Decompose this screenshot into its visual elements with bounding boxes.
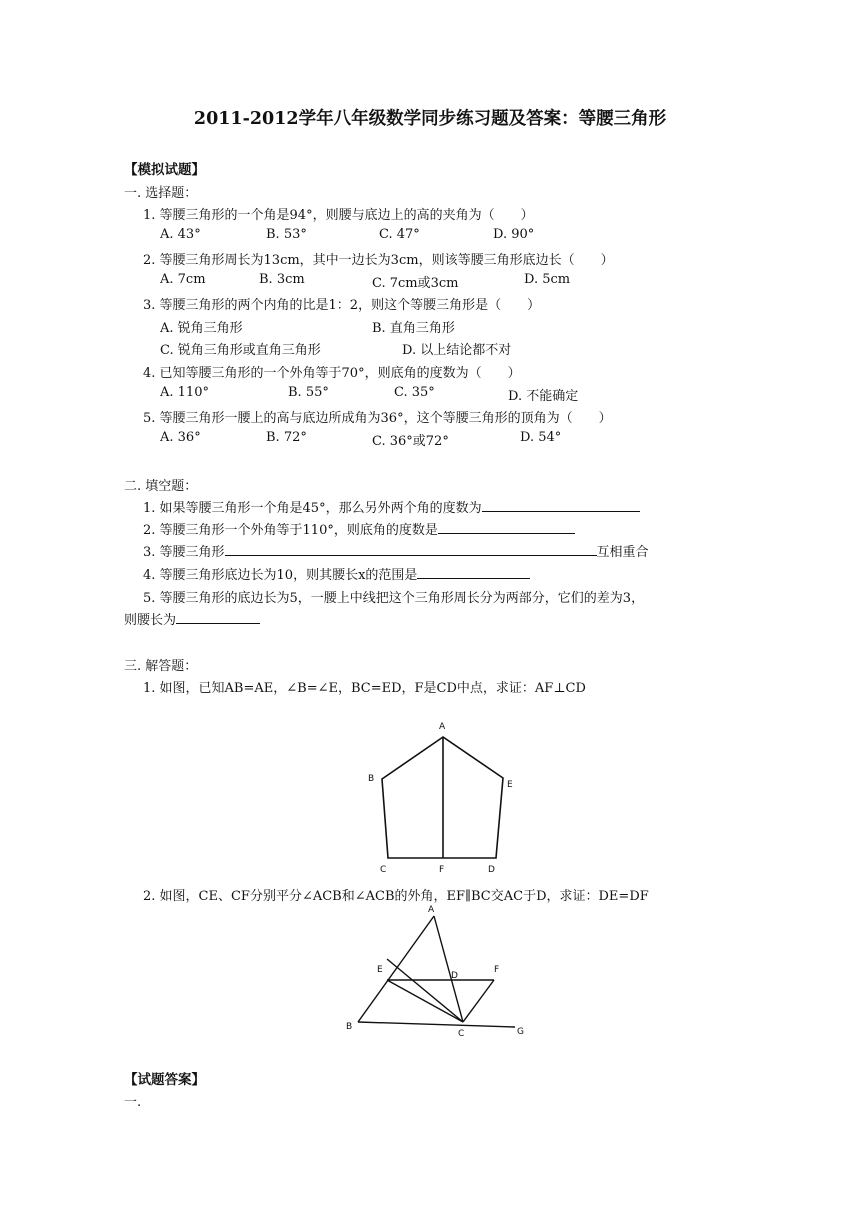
fill-question-5-line1: 5. 等腰三角形的底边长为5，一腰上中线把这个三角形周长分为两部分，它们的差为3， (143, 591, 645, 606)
fig2-label-f: F (494, 965, 500, 975)
question-1-1-stem: 1. 等腰三角形的一个角是94°，则腰与底边上的高的夹角为（ ） (143, 208, 534, 223)
fill-question-2 (143, 519, 575, 538)
question-1-3-stem: 3. 等腰三角形的两个内角的比是1：2，则这个等腰三角形是（ ） (143, 298, 541, 313)
answer-blank-1[interactable] (482, 498, 640, 512)
fill-question-3-text-after: 互相重合 (596, 545, 649, 560)
triangle-bisector-figure (340, 900, 530, 1040)
fig1-label-d: D (488, 865, 495, 875)
question-1-5-stem: 5. 等腰三角形一腰上的高与底边所成角为36°，这个等腰三角形的顶角为（ ） (143, 411, 612, 426)
q1-3-option-a: A. 锐角三角形 (160, 321, 243, 336)
q1-3-option-c: C. 锐角三角形或直角三角形 (160, 343, 321, 358)
fig2-label-d: D (451, 971, 458, 981)
answer-blank-5[interactable] (176, 610, 260, 624)
fig2-label-c: C (458, 1029, 465, 1039)
question-1-4-stem: 4. 已知等腰三角形的一个外角等于70°，则底角的度数为（ ） (143, 366, 521, 381)
section-answers-heading: 【试题答案】 (124, 1072, 205, 1088)
q1-2-option-b: B. 3cm (259, 272, 305, 287)
q1-1-option-a: A. 43° (160, 227, 201, 242)
q1-2-option-d: D. 5cm (524, 272, 571, 287)
fill-question-3-text-before: 3. 等腰三角形 (143, 545, 225, 560)
q1-5-option-b: B. 72° (266, 430, 307, 445)
pentagon-figure (360, 715, 520, 880)
fig2-label-b: B (346, 1022, 353, 1032)
q1-3-option-b: B. 直角三角形 (372, 321, 455, 336)
fig2-label-e: E (377, 965, 383, 975)
fill-question-1-text: 1. 如果等腰三角形一个角是45°，那么另外两个角的度数为 (143, 501, 482, 516)
fill-question-5-text: 则腰长为 (124, 613, 177, 628)
segment-ec (387, 980, 463, 1022)
q1-2-option-c: C. 7cm或3cm (372, 276, 459, 291)
fill-question-1 (143, 497, 640, 516)
fig1-label-b: B (368, 774, 375, 784)
fill-question-3 (143, 541, 649, 560)
fill-question-4 (143, 564, 530, 583)
segment-bg (358, 1022, 515, 1027)
page-title: 2011-2012学年八年级数学同步练习题及答案：等腰三角形 (193, 109, 667, 129)
fig2-label-a: A (428, 905, 435, 915)
fig1-label-e: E (507, 780, 513, 790)
q1-4-option-d: D. 不能确定 (508, 389, 579, 404)
q1-4-option-c: C. 35° (394, 385, 435, 400)
q1-1-option-d: D. 90° (493, 227, 535, 242)
section-practice-heading: 【模拟试题】 (124, 162, 205, 178)
q1-4-option-b: B. 55° (288, 385, 329, 400)
part3-heading: 三. 解答题： (124, 659, 198, 674)
segment-oblique (387, 959, 463, 1022)
q1-4-option-a: A. 110° (160, 385, 209, 400)
fill-question-4-text: 4. 等腰三角形底边长为10，则其腰长x的范围是 (143, 568, 418, 583)
q1-1-option-c: C. 47° (379, 227, 420, 242)
q1-2-option-a: A. 7cm (160, 272, 206, 287)
segment-cf (463, 980, 494, 1022)
proof-question-1: 1. 如图，已知AB=AE，∠B=∠E，BC=ED，F是CD中点，求证：AF⊥CD (143, 681, 586, 696)
answers-part1-heading: 一. (124, 1095, 142, 1110)
answer-blank-4[interactable] (417, 565, 530, 579)
q1-5-option-d: D. 54° (520, 430, 562, 445)
fig1-label-f: F (439, 865, 445, 875)
proof-question-2: 2. 如图，CE、CF分别平分∠ACB和∠ACB的外角，EF∥BC交AC于D，求证：DE=DF (143, 889, 649, 904)
q1-1-option-b: B. 53° (266, 227, 307, 242)
q1-5-option-c: C. 36°或72° (372, 434, 449, 449)
fig2-label-g: G (517, 1027, 524, 1037)
fig1-label-c: C (380, 865, 387, 875)
fill-question-5-line2 (124, 609, 260, 628)
answer-blank-2[interactable] (438, 520, 575, 534)
fig1-label-a: A (439, 722, 446, 732)
fill-question-2-text: 2. 等腰三角形一个外角等于110°，则底角的度数是 (143, 523, 438, 538)
answer-blank-3[interactable] (225, 542, 597, 556)
segment-ac (434, 916, 463, 1022)
q1-3-option-d: D. 以上结论都不对 (402, 343, 512, 358)
part2-heading: 二. 填空题： (124, 479, 198, 494)
q1-5-option-a: A. 36° (160, 430, 201, 445)
question-1-2-stem: 2. 等腰三角形周长为13cm，其中一边长为3cm，则该等腰三角形底边长（ ） (143, 253, 614, 268)
part1-heading: 一. 选择题： (124, 186, 198, 201)
segment-ab (358, 916, 434, 1022)
